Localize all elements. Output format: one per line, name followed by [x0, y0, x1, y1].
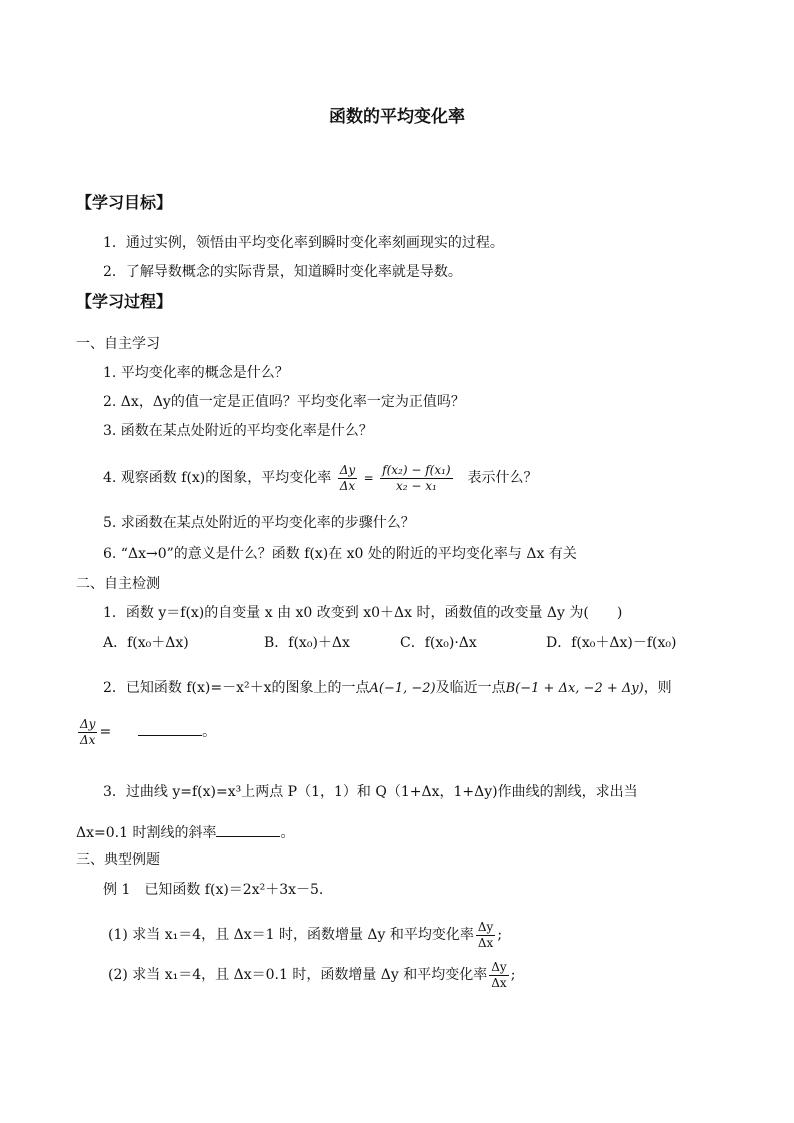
- self-study-q6: 6. “Δx→0”的意义是什么？函数 f(x)在 x0 处的附近的平均变化率与 Δx 有关: [103, 546, 577, 562]
- goals-heading: 【学习目标】: [76, 193, 173, 212]
- self-check-q3-line1: 3．过曲线 y=f(x)=x³上两点 P（1，1）和 Q（1+Δx，1+Δy)作曲线的割线，求出当: [103, 784, 638, 800]
- option-b: B．f(x₀)＋Δx: [264, 635, 350, 651]
- self-check-heading: 二、自主检测: [76, 576, 160, 592]
- q2-prefix: 2．已知函数 f(x)=－x²＋x的图象上的一点: [103, 680, 370, 696]
- part1-fraction-den: Δx: [477, 935, 494, 950]
- self-check-q1: 1．函数 y＝f(x)的自变量 x 由 x0 改变到 x0＋Δx 时，函数值的改变量 Δy 为( ): [103, 605, 623, 621]
- part1-text: (1) 求当 x₁＝4，且 Δx＝1 时，函数增量 Δy 和平均变化率: [108, 927, 474, 943]
- q4-prefix: 4. 观察函数 f(x)的图象，平均变化率: [103, 470, 332, 486]
- option-d: D．f(x₀＋Δx)－f(x₀): [546, 635, 677, 651]
- q2-point-b: B(−1 + Δx, −2 + Δy): [505, 681, 644, 696]
- example-1-part-1: [108, 918, 502, 952]
- part2-fraction-num: Δy: [491, 959, 507, 974]
- q3-end: 。: [280, 825, 295, 841]
- goal-item-1: 1．通过实例，领悟由平均变化率到瞬时变化率刻画现实的过程。: [103, 235, 504, 251]
- q4-fraction-lhs-num: Δy: [339, 462, 356, 477]
- q4-fraction-rhs-den: x₂ − x₁: [395, 478, 437, 493]
- part2-fraction-den: Δx: [491, 975, 507, 990]
- q2-fraction-num: Δy: [80, 716, 96, 731]
- q4-suffix: 表示什么？: [467, 470, 538, 486]
- q2-answer-line: [76, 716, 216, 748]
- goal-item-2: 2．了解导数概念的实际背景，知道瞬时变化率就是导数。: [103, 264, 462, 280]
- self-study-q4: 4. 观察函数 f(x)的图象，平均变化率 $\frac{\Delta y}{\Delta x}$ = $\frac{\text{f(x₂) − f(x₁)}}{\text{x₂ − x₁}}$ 表示什么？: [103, 462, 538, 493]
- q2-end: 。: [202, 724, 217, 740]
- self-check-q2: [103, 678, 672, 699]
- example-1-part-2: [108, 958, 515, 992]
- q2-fraction-den: Δx: [80, 732, 96, 747]
- self-study-q2: 2. Δx，Δy的值一定是正值吗？平均变化率一定为正值吗？: [103, 394, 465, 410]
- q4-fraction-lhs: [338, 463, 357, 494]
- part1-end: ;: [497, 927, 503, 943]
- q2-point-a: A(−1, −2): [369, 681, 436, 696]
- page-title: 函数的平均变化率: [329, 107, 465, 127]
- option-c: C．f(x₀)·Δx: [400, 635, 477, 651]
- part2-fraction: [489, 960, 508, 991]
- q2-answer-blank[interactable]: [138, 721, 202, 736]
- self-study-q3: 3. 函数在某点处附近的平均变化率是什么？: [103, 423, 373, 439]
- q2-fraction: [78, 717, 97, 748]
- part1-fraction: [476, 920, 495, 951]
- self-study-q5: 5. 求函数在某点处附近的平均变化率的步骤什么？: [103, 515, 415, 531]
- process-heading: 【学习过程】: [76, 292, 173, 311]
- part2-end: ;: [510, 967, 516, 983]
- q4-fraction-lhs-den: Δx: [339, 478, 356, 493]
- self-study-heading: 一、自主学习: [76, 336, 160, 352]
- q3-line2-prefix: Δx=0.1 时割线的斜率: [76, 825, 217, 841]
- option-a: A．f(x₀＋Δx): [103, 635, 189, 651]
- q2-suffix: ，则: [643, 680, 672, 696]
- q2-equals: =: [99, 724, 112, 740]
- q4-fraction-rhs: [380, 463, 452, 494]
- part2-text: (2) 求当 x₁＝4，且 Δx＝0.1 时，函数增量 Δy 和平均变化率: [108, 967, 488, 983]
- example-1: 例 1 已知函数 f(x)＝2x²＋3x－5.: [103, 882, 324, 898]
- self-study-q1: 1. 平均变化率的概念是什么？: [103, 365, 289, 381]
- self-check-q3-line2: [76, 822, 294, 843]
- part1-fraction-num: Δy: [477, 919, 494, 934]
- examples-heading: 三、典型例题: [76, 852, 160, 868]
- q4-fraction-rhs-num: f(x₂) − f(x₁): [382, 462, 451, 477]
- q3-answer-blank[interactable]: [216, 822, 280, 837]
- q2-mid: 及临近一点: [435, 680, 506, 696]
